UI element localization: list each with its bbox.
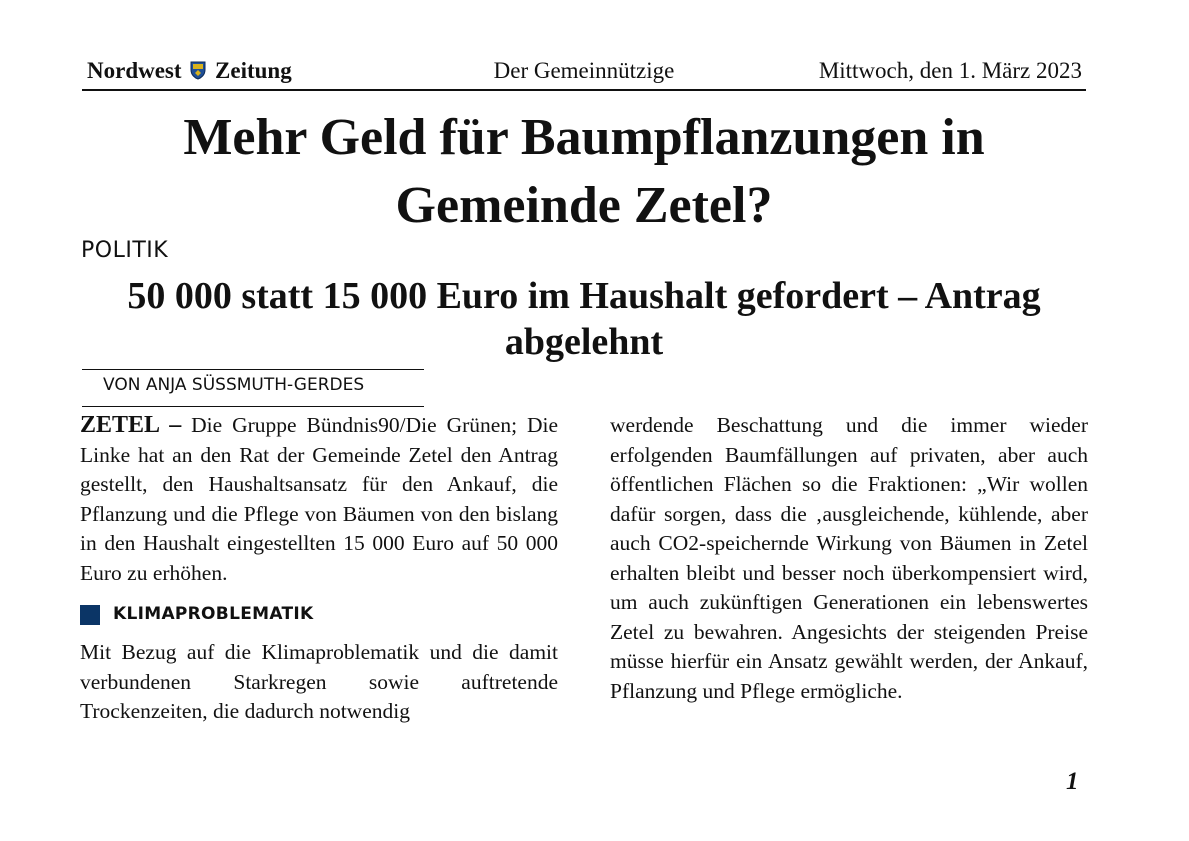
body-paragraph-right: werdende Beschattung und die immer wieder erfolgenden Baumfällungen auf privaten, aber auch öffentlichen Flächen so die Fraktionen: „Wir wollen dafür sorgen, dass die ‚ausgleichende, kühlende, aber auch CO2-speichernde Wirkung von Bäumen in Zetel erhalten bleibt und besser noch überkompensiert wird, um auch zukünftigen Generationen ein lebenswertes Zetel zu bewahren. Angesichts der steigenden Preise müsse hierfür ein Ansatz gewählt werden, der Ankauf, Pflanzung und Pflege ermögliche. xyxy=(610,413,1088,703)
article-subheadline: 50 000 statt 15 000 Euro im Haushalt gefordert – Antrag abgelehnt xyxy=(127,275,1041,363)
masthead-rule xyxy=(82,89,1086,91)
dateline: ZETEL – xyxy=(80,412,182,438)
article-column-right xyxy=(610,411,1088,706)
brand-name-left: Nordwest xyxy=(87,58,182,83)
subheading-label: KLIMAPROBLEMATIK xyxy=(113,604,314,625)
masthead xyxy=(82,58,1086,88)
article-headline: Mehr Geld für Baumpflanzungen in Gemeinde Zetel? xyxy=(183,109,985,234)
lead-text: Die Gruppe Bündnis90/Die Grünen; Die Linke hat an den Rat der Gemeinde Zetel den Antrag gestellt, den Haushaltsansatz für den Ankauf, die Pflanzung und die Pflege von Bäumen von den bislang in den Haushalt eingestellten 15 000 Euro auf 50 000 Euro zu erhöhen. xyxy=(80,413,558,585)
issue-date: Mittwoch, den 1. März 2023 xyxy=(818,58,1082,83)
author-byline: VON ANJA SÜSSMUTH-GERDES xyxy=(103,375,365,395)
byline-rule-bottom xyxy=(82,406,424,407)
body-paragraph-left: Mit Bezug auf die Klimaproblematik und die damit verbundenen Starkregen sowie auftretende Trockenzeiten, die dadurch notwendig xyxy=(80,640,558,723)
edition-name: Der Gemeinnützige xyxy=(493,58,675,83)
lead-paragraph xyxy=(80,411,558,588)
section-label: POLITIK xyxy=(81,238,169,263)
brand-name-right: Zeitung xyxy=(215,58,292,83)
square-marker-icon xyxy=(80,605,100,625)
subheading xyxy=(80,600,558,630)
byline-rule-top xyxy=(82,369,424,370)
article-column-left xyxy=(80,411,558,727)
page-number: 1 xyxy=(1066,768,1079,795)
